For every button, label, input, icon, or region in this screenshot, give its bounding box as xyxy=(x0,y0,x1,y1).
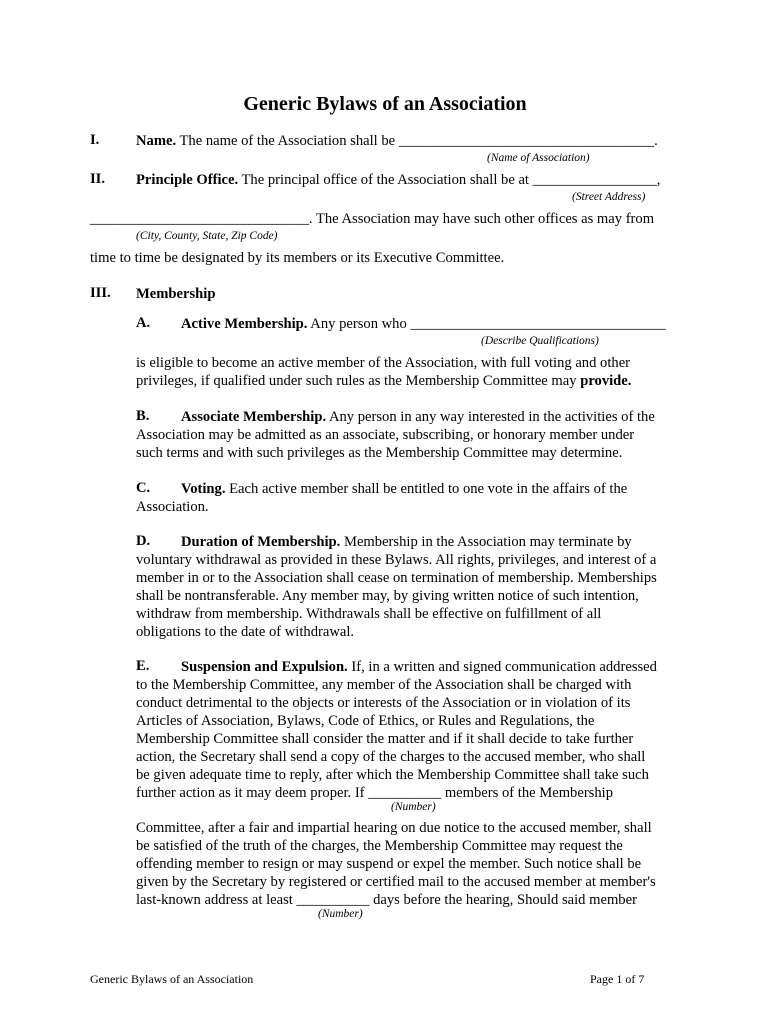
subsection-d-text: Membership in the Association may terminate by xyxy=(343,534,632,550)
page-number: Page 1 of 7 xyxy=(590,972,645,986)
city-county-blank: ______________________________ xyxy=(90,211,309,227)
subsection-c-heading: Voting. xyxy=(181,481,226,497)
subsection-b-line-2: Association may be admitted as an associate, subscribing, or honorary member under xyxy=(136,427,635,443)
subsection-d-line-4: shall be nontransferable. Any member may, by giving written notice of such intention, xyxy=(136,588,639,604)
subsection-e-line-13: last-known address at least __________ days before the hearing, Should said member xyxy=(136,892,637,908)
subsection-d-heading: Duration of Membership. xyxy=(181,534,341,550)
subsection-a-heading: Active Membership. xyxy=(181,316,308,332)
qualifications-blank: ___________________________________ xyxy=(410,316,666,332)
subsection-e-line-2: to the Membership Committee, any member of the Association shall be charged with xyxy=(136,677,632,693)
street-address-note: (Street Address) xyxy=(572,191,646,203)
subsection-d-line-5: withdraw from membership. Withdrawals shall be effective on fulfillment of all xyxy=(136,606,602,622)
section-1-text: The name of the Association shall be xyxy=(179,133,396,149)
subsection-c-line-2: Association. xyxy=(136,499,209,515)
subsection-a-text: Any person who xyxy=(310,316,407,332)
subsection-c-text: Each active member shall be entitled to one vote in the affairs of the xyxy=(229,481,628,497)
subsection-e-line-10: be satisfied of the truth of the charges, the Membership Committee may request the xyxy=(136,838,623,854)
provide-bold: provide. xyxy=(580,373,632,389)
section-2-line-2-text: . The Association may have such other offices as may from xyxy=(308,211,655,227)
section-1-heading: Name. xyxy=(136,133,177,149)
section-2-line xyxy=(136,171,660,189)
street-address-blank: _________________, xyxy=(532,172,661,188)
subsection-b-label: B. xyxy=(136,408,150,424)
subsection-e-line-3: conduct detrimental to the objects or interests of the Association or in violation of its xyxy=(136,695,631,711)
subsection-e-line xyxy=(181,658,657,676)
subsection-e-line-6: action, the Secretary shall send a copy of the charges to the accused member, who shall xyxy=(136,749,646,765)
subsection-e-line-7: be given adequate time to reply, after which the Membership Committee shall take such xyxy=(136,767,649,783)
subsection-b-text: Any person in any way interested in the activities of the xyxy=(328,409,655,425)
section-2-heading: Principle Office. xyxy=(136,172,239,188)
section-2-line-2 xyxy=(90,210,654,228)
subsection-c-label: C. xyxy=(136,480,151,496)
subsection-b-heading: Associate Membership. xyxy=(181,409,327,425)
subsection-d-label: D. xyxy=(136,533,151,549)
subsection-b-line xyxy=(181,408,655,426)
subsection-e-line-9: Committee, after a fair and impartial hearing on due notice to the accused member, shall xyxy=(136,820,652,836)
subsection-e-line-8: further action as it may deem proper. If __________ members of the Membership xyxy=(136,785,614,801)
city-county-note: (City, County, State, Zip Code) xyxy=(136,230,278,242)
section-3-number: III. xyxy=(90,285,111,301)
section-2-text: The principal office of the Association shall be at xyxy=(241,172,529,188)
subsection-d-line xyxy=(181,533,632,551)
subsection-e-line-11: offending member to resign or may suspend or expel the member. Such notice shall be xyxy=(136,856,642,872)
subsection-d-line-3: member in or to the Association shall cease on termination of membership. Memberships xyxy=(136,570,657,586)
section-1-line xyxy=(136,132,658,150)
section-2-line-3: time to time be designated by its members or its Executive Committee. xyxy=(90,250,505,266)
name-of-association-note: (Name of Association) xyxy=(487,152,590,164)
subsection-e-line-12: given by the Secretary by registered or certified mail to the accused member at member's xyxy=(136,874,656,890)
number-note-1: (Number) xyxy=(391,801,436,813)
subsection-d-line-2: voluntary withdrawal as provided in these Bylaws. All rights, privileges, and interest of a xyxy=(136,552,657,568)
subsection-a-line-3 xyxy=(136,372,631,390)
subsection-d-line-6: obligations to the date of withdrawal. xyxy=(136,624,355,640)
section-3-heading: Membership xyxy=(136,286,216,302)
subsection-a-line-3-text: privileges, if qualified under such rules as the Membership Committee may xyxy=(136,373,577,389)
association-name-blank: ___________________________________. xyxy=(398,133,658,149)
section-1-number: I. xyxy=(90,132,100,148)
subsection-a-line-2: is eligible to become an active member of the Association, with full voting and other xyxy=(136,355,631,371)
qualifications-note: (Describe Qualifications) xyxy=(481,335,599,347)
number-note-2: (Number) xyxy=(318,908,363,920)
footer-title: Generic Bylaws of an Association xyxy=(90,972,254,986)
subsection-a-line xyxy=(181,315,666,333)
subsection-a-label: A. xyxy=(136,315,151,331)
subsection-e-label: E. xyxy=(136,658,150,674)
subsection-e-text: If, in a written and signed communication addressed xyxy=(351,659,657,675)
subsection-e-line-4: Articles of Association, Bylaws, Code of Ethics, or Rules and Regulations, the xyxy=(136,713,595,729)
subsection-b-line-3: such terms and with such privileges as the Membership Committee may determine. xyxy=(136,445,623,461)
subsection-e-heading: Suspension and Expulsion. xyxy=(181,659,348,675)
subsection-c-line xyxy=(181,480,627,498)
section-2-number: II. xyxy=(90,171,106,187)
subsection-e-line-5: Membership Committee shall consider the matter and if it shall decide to take further xyxy=(136,731,634,747)
document-title: Generic Bylaws of an Association xyxy=(243,93,527,115)
